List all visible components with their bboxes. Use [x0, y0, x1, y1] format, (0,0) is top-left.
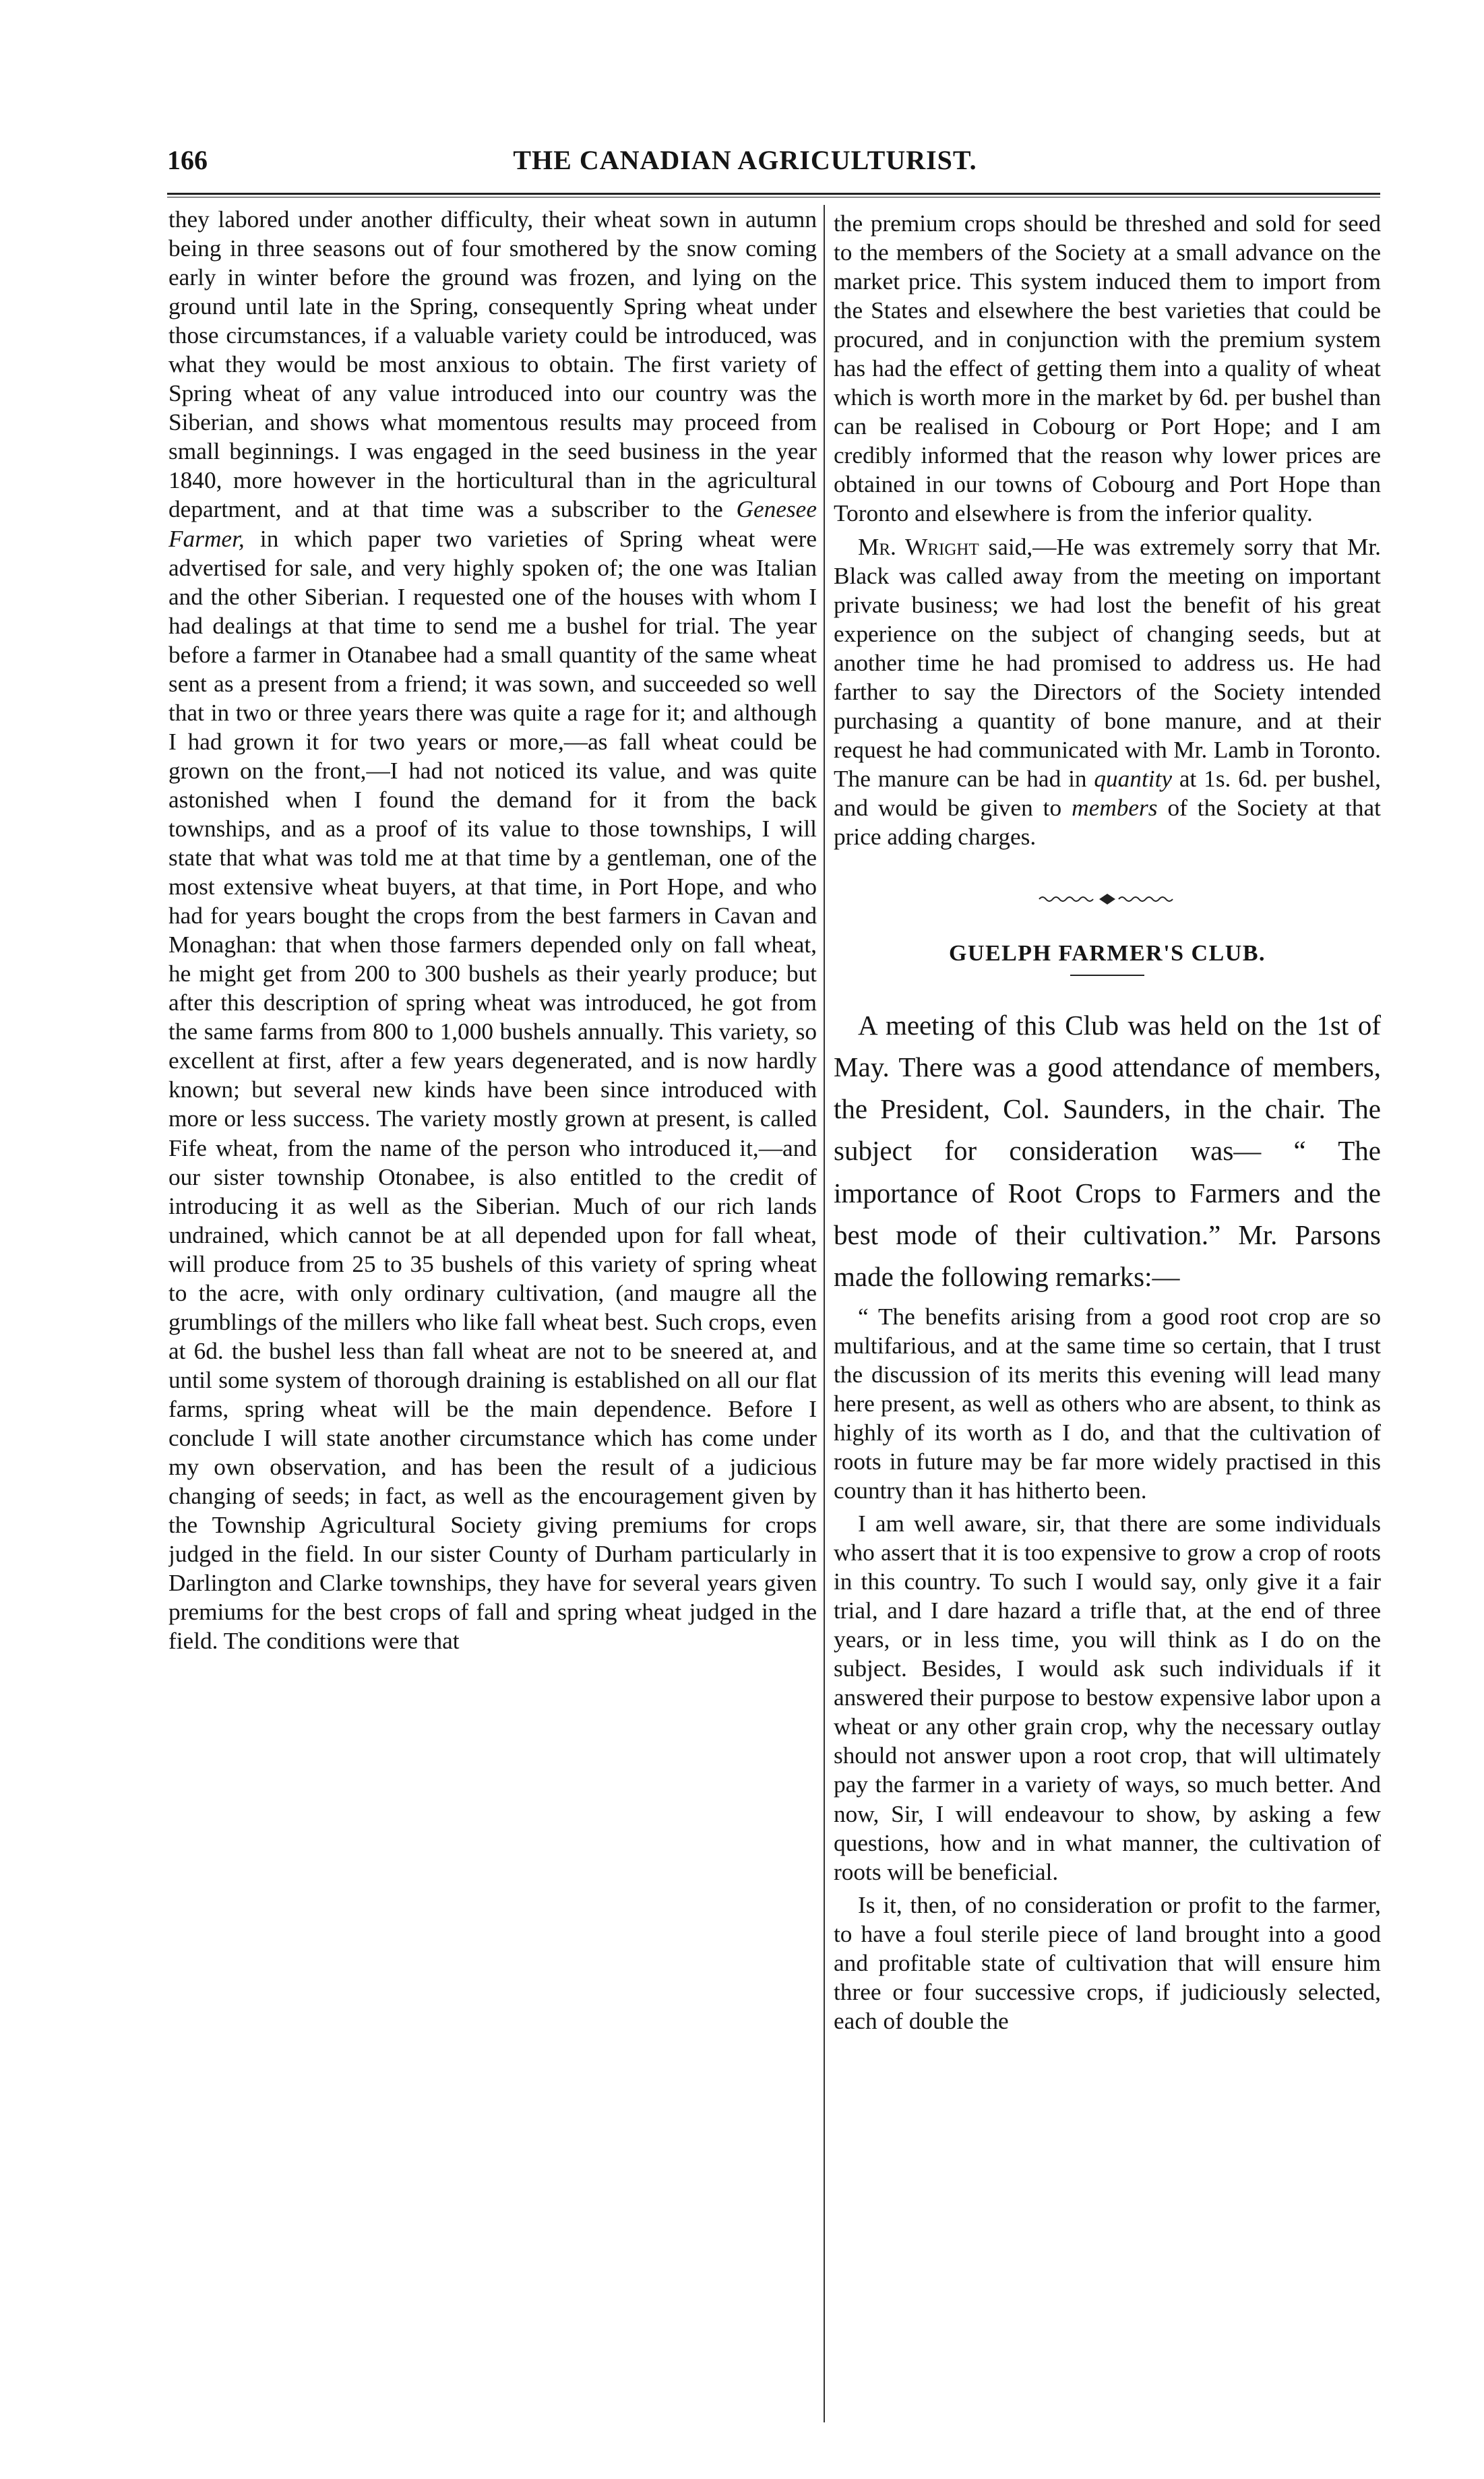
members-italic: members	[1072, 794, 1158, 821]
right-text-2b: at 1s. 6d. per bushel, and would be given to	[834, 765, 1381, 821]
ornament-divider-icon	[1037, 892, 1178, 906]
running-title: THE CANADIAN AGRICULTURIST.	[513, 145, 977, 175]
left-text-1b: in which paper two varieties of Spring wheat were advertised for sale, and very highly spoken of; the one was Italian and the other Siberian. I requested one of the houses with whom I had dealings at that time to send me a bushel for trial. The year before a farmer in Otanabee had a small quantity of the same wheat sent as a present from a friend; it was sown, and succeeded so well that in two or three years there was quite a rage for it; and although I had grown it for two years or more,—as fall wheat could be grown on the front,—I had not noticed its value, and was quite astonished when I found the demand for it from the back townships, and as a proof of its value to those townships, I will state that what was told me at that time by a gentleman, one of the most extensive wheat buyers, at that time, in Port Hope, and who had for years bought the crops from the best farmers in Cavan and Monaghan: that when those farmers depended only on fall wheat, he might get from 200 to 300 bushels as their yearly produce; but after this description of spring wheat was introduced, he got from the same farms from 800 to 1,000 bushels annually. This variety, so excellent at first, after a few years degenerated, and is now hardly known; but several new kinds have been since introduced with more or less success. The variety mostly grown at present, is called Fife wheat, from the name of the person who introduced it,—and our sister township Otonabee, is also entitled to the credit of introducing it as well as the Siberian. Much of our rich lands undrained, which cannot be at all depended upon for fall wheat, will produce from 25 to 35 bushels of this variety of spring wheat to the acre, with only ordinary cultivation, (and maugre all the grumblings of the millers who like fall wheat best. Such crops, even at 6d. the bushel less than fall wheat are not to be sneered at, and until some system of thorough draining is established on all our flat farms, spring wheat will be the main dependence. Before I conclude I will state another circumstance which has come under my own observation, and has been the result of a judicious changing of seeds; in fact, as well as the encouragement given by the Township Agricultural Society giving premiums for crops judged in the field. In our sister County of Durham particularly in Darlington and Clarke townships, they have for several years given premiums for the best crops of fall and spring wheat judged in the field. The conditions were that	[168, 525, 817, 1655]
heading-rule	[1070, 975, 1144, 976]
column-divider	[824, 205, 825, 2422]
quantity-italic: quantity	[1094, 765, 1173, 792]
left-paragraph	[168, 205, 817, 1655]
left-text-1: they labored under another difficulty, their wheat sown in autumn being in three seasons out of four smothered by the snow coming early in winter before the ground was frozen, and lying on the ground until late in the Spring, consequently Spring wheat under those circumstances, if a valuable variety could be introduced, was what they would be most anxious to obtain. The first variety of Spring wheat of any value introduced into our country was the Siberian, and shows what momentous results may proceed from small beginnings. I was engaged in the seed business in the year 1840, more however in the horticultural than in the agricultural department, and at that time was a subscriber to the	[168, 206, 817, 523]
right-column	[834, 205, 1381, 2422]
right-paragraph-4: I am well aware, sir, that there are some individuals who assert that it is too expensive to grow a crop of roots in this country. To such I would say, only give it a fair trial, and I dare hazard a trifle that, at the end of three years, or in less time, you will think as I do on the subject. Besides, I would ask such individuals if it answered their purpose to bestow expensive labor upon a wheat or any other grain crop, why the necessary outlay should not answer upon a root crop, that will ultimately pay the farmer in a variety of ways, so much better. And now, Sir, I will endeavour to show, by asking a few questions, how and in what manner, the cultivation of roots will be beneficial.	[834, 1510, 1381, 1885]
header-rule	[167, 193, 1380, 197]
left-column	[168, 205, 817, 2422]
page-number: 166	[167, 145, 208, 175]
meeting-paragraph: A meeting of this Club was held on the 1st of May. There was a good attendance of members, the President, Col. Saunders, in the chair. The subject for consideration was— “ The importance of Root Crops to Farmers and the best mode of their cultivation.” Mr. Parsons made the following remarks:—	[834, 1009, 1381, 1293]
section-heading: GUELPH FARMER'S CLUB.	[948, 941, 1266, 967]
page-header	[167, 144, 1323, 179]
right-paragraph-3: “ The benefits arising from a good root crop are so multifarious, and at the same time so certain, that I trust the discussion of its merits this evening will lead many here present, as well as others who are absent, to think as highly of its worth as I do, and that the cultivation of roots in future may be far more widely practised in this country than it has hitherto been.	[834, 1303, 1381, 1504]
right-paragraph-1: the premium crops should be threshed and sold for seed to the members of the Society at a small advance on the market price. This system induced them to import from the States and elsewhere the best varieties that could be procured, and in conjunction with the premium system has had the effect of getting them into a quality of wheat which is worth more in the market by 6d. per bushel than can be realised in Cobourg or Port Hope; and I am credibly informed that the reason why lower prices are obtained in our towns of Cobourg and Port Hope than Toronto and elsewhere is from the inferior quality.	[834, 210, 1381, 527]
genesee-farmer-title: Genesee Farmer,	[168, 496, 817, 552]
right-paragraph-5: Is it, then, of no consideration or profit to the farmer, to have a foul sterile piece of land brought into a good and profitable state of cultivation that will ensure him three or four successive crops, if judiciously selected, each of double the	[834, 1891, 1381, 2034]
right-text-2c: of the Society at that price adding charges.	[834, 794, 1381, 850]
right-text-2: said,—He was extremely sorry that Mr. Black was called away from the meeting on important private business; we had lost the benefit of his great experience on the subject of changing seeds, but at another time he had promised to address us. He had farther to say the Directors of the Society intended purchasing a quantity of bone manure, and at their request he had communicated with Mr. Lamb in Toronto. The manure can be had in	[834, 533, 1381, 792]
right-paragraph-2	[834, 532, 1381, 852]
section-ornament	[834, 884, 1381, 913]
speaker-name: Mr. Wright	[858, 533, 979, 560]
